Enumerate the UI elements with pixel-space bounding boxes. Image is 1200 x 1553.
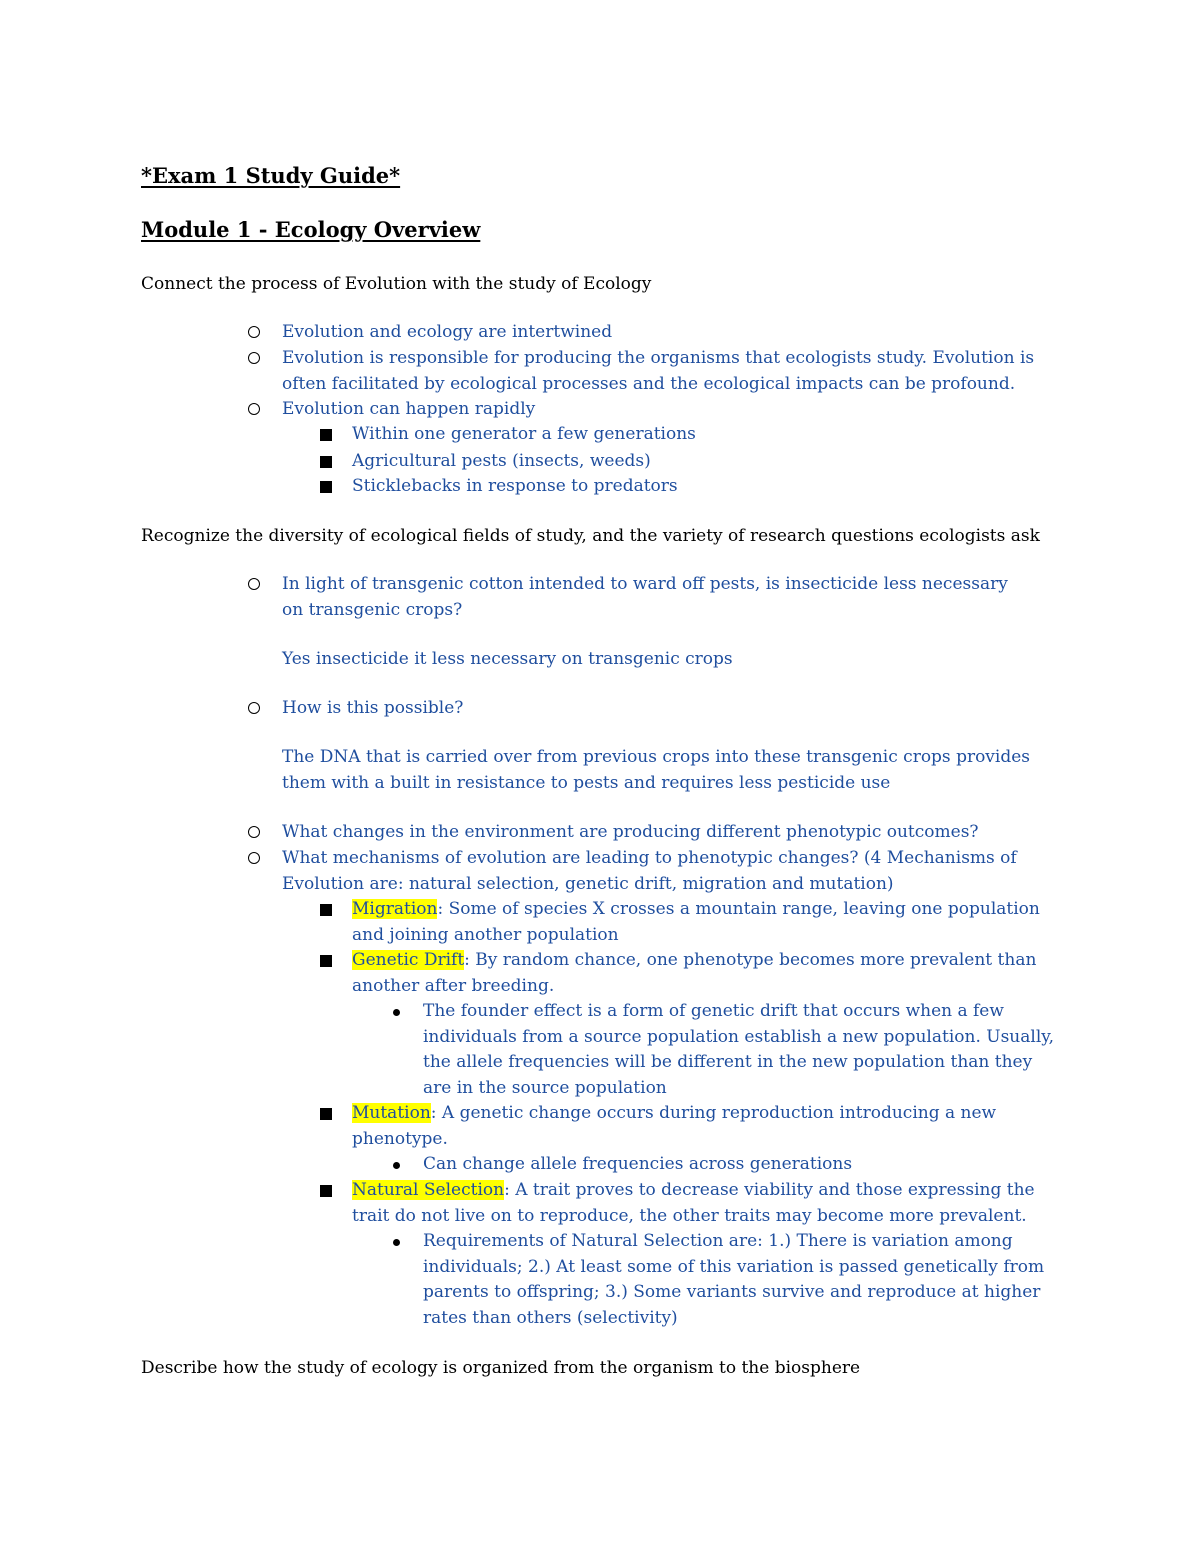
- answer-text: Yes insecticide it less necessary on transgenic crops: [282, 649, 733, 669]
- dot-bullet-icon: [393, 1162, 400, 1169]
- square-bullet-icon: [320, 481, 332, 493]
- question-item: What mechanisms of evolution are leading to phenotypic changes? (4 Mechanisms of Evolution are: natural selection, genetic drift, migration and mutation): [282, 846, 1032, 897]
- square-bullet-icon: [320, 904, 332, 916]
- square-bullet-icon: [320, 456, 332, 468]
- mechanism-note: Requirements of Natural Selection are: 1.) There is variation among individuals; 2.) At least some of this variation is passed genetically from parents to offspring; 3.) Some variants survive and reproduce at higher rates than others (selectivity): [423, 1229, 1063, 1331]
- square-bullet-icon: [320, 955, 332, 967]
- hollow-circle-bullet-icon: [248, 352, 260, 364]
- section3-prompt: Describe how the study of ecology is organized from the organism to the biosphere: [141, 1358, 861, 1378]
- highlighted-term: Natural Selection: [352, 1180, 505, 1200]
- hollow-circle-bullet-icon: [248, 852, 260, 864]
- mechanism-item-natural-selection: Natural Selection: A trait proves to decrease viability and those expressing the trait do not live on to reproduce, the other traits may become more prevalent.: [352, 1178, 1052, 1229]
- section1-prompt: Connect the process of Evolution with the study of Ecology: [141, 274, 652, 294]
- hollow-circle-bullet-icon: [248, 326, 260, 338]
- mechanism-note: The founder effect is a form of genetic drift that occurs when a few individuals from a source population establish a new population. Usually, the allele frequencies will be different in the new population than they are in the source population: [423, 999, 1063, 1101]
- list-item: Evolution can happen rapidly: [282, 397, 1062, 423]
- question-item: In light of transgenic cotton intended to ward off pests, is insecticide less necessary on transgenic crops?: [282, 572, 1032, 623]
- mechanism-item-genetic-drift: Genetic Drift: By random chance, one phenotype becomes more prevalent than another after breeding.: [352, 948, 1052, 999]
- list-item: Evolution is responsible for producing the organisms that ecologists study. Evolution is often facilitated by ecological processes and the ecological impacts can be profound.: [282, 346, 1042, 397]
- mechanism-note: Can change allele frequencies across generations: [423, 1152, 1063, 1178]
- question-item: What changes in the environment are producing different phenotypic outcomes?: [282, 820, 1062, 846]
- hollow-circle-bullet-icon: [248, 578, 260, 590]
- list-item: Evolution and ecology are intertwined: [282, 320, 1062, 346]
- sub-list-item: Sticklebacks in response to predators: [352, 474, 1052, 500]
- mechanism-item-migration: Migration: Some of species X crosses a mountain range, leaving one population and joining another population: [352, 897, 1052, 948]
- document-title: *Exam 1 Study Guide*: [141, 163, 401, 188]
- mechanism-item-mutation: Mutation: A genetic change occurs during reproduction introducing a new phenotype.: [352, 1101, 1052, 1152]
- highlighted-term: Genetic Drift: [352, 950, 465, 970]
- module-heading: Module 1 - Ecology Overview: [141, 217, 481, 242]
- sub-list-item: Within one generator a few generations: [352, 422, 1052, 448]
- square-bullet-icon: [320, 1185, 332, 1197]
- answer-text: The DNA that is carried over from previous crops into these transgenic crops provides them with a built in resistance to pests and requires less pesticide use: [282, 747, 1031, 793]
- square-bullet-icon: [320, 1108, 332, 1120]
- highlighted-term: Mutation: [352, 1103, 431, 1123]
- section2-prompt: Recognize the diversity of ecological fields of study, and the variety of research questions ecologists ask: [141, 526, 1040, 546]
- sub-list-item: Agricultural pests (insects, weeds): [352, 449, 1052, 475]
- hollow-circle-bullet-icon: [248, 702, 260, 714]
- dot-bullet-icon: [393, 1009, 400, 1016]
- square-bullet-icon: [320, 429, 332, 441]
- question-item: How is this possible?: [282, 696, 1062, 722]
- dot-bullet-icon: [393, 1239, 400, 1246]
- highlighted-term: Migration: [352, 899, 438, 919]
- hollow-circle-bullet-icon: [248, 403, 260, 415]
- hollow-circle-bullet-icon: [248, 826, 260, 838]
